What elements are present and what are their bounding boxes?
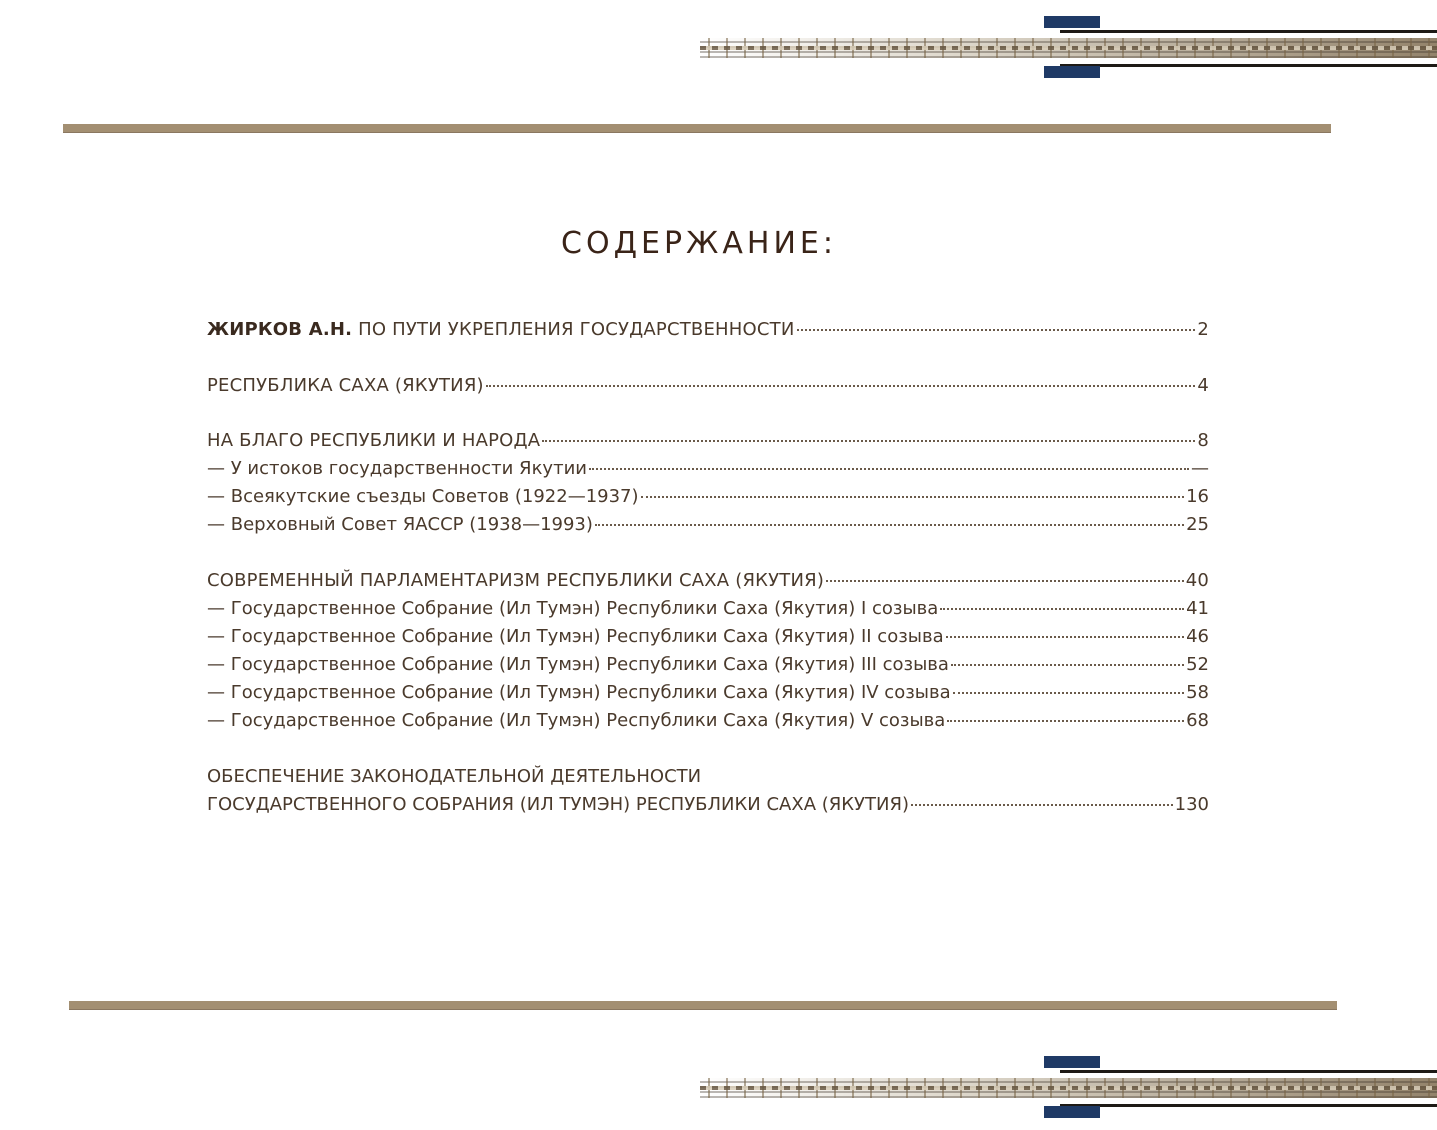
toc-entry-label-line1: ОБЕСПЕЧЕНИЕ ЗАКОНОДАТЕЛЬНОЙ ДЕЯТЕЛЬНОСТИ — [207, 766, 702, 787]
ornament-block — [1044, 16, 1100, 28]
toc-entry-label: — Государственное Собрание (Ил Тумэн) Республики Саха (Якутия) II созыва — [207, 626, 944, 647]
table-of-contents — [207, 316, 1209, 819]
toc-entry-label: СОВРЕМЕННЫЙ ПАРЛАМЕНТАРИЗМ РЕСПУБЛИКИ САХА (ЯКУТИЯ) — [207, 570, 825, 591]
toc-author: ЖИРКОВ А.Н. — [207, 319, 353, 340]
ornament-band — [700, 38, 1437, 58]
toc-page-number: 2 — [1197, 319, 1209, 340]
toc-entry-zhirkov[interactable] — [207, 316, 1209, 344]
toc-entry-label: — Государственное Собрание (Ил Тумэн) Республики Саха (Якутия) IV созыва — [207, 682, 951, 703]
toc-entry-blago[interactable] — [207, 427, 1209, 455]
toc-subentry[interactable] — [207, 511, 1209, 539]
toc-page-number: 8 — [1197, 430, 1209, 451]
toc-subentry[interactable] — [207, 623, 1209, 651]
toc-page-number: 41 — [1186, 598, 1209, 619]
spacer — [207, 735, 1209, 763]
toc-subentry[interactable] — [207, 679, 1209, 707]
spacer — [207, 539, 1209, 567]
top-ornament — [700, 14, 1437, 84]
toc-subentry[interactable] — [207, 483, 1209, 511]
ornament-line — [1060, 64, 1437, 67]
toc-entry-label: — Государственное Собрание (Ил Тумэн) Республики Саха (Якутия) III созыва — [207, 654, 949, 675]
toc-subentry[interactable] — [207, 455, 1209, 483]
toc-entry-label: — Всеякутские съезды Советов (1922—1937) — [207, 486, 639, 507]
toc-leader-dots — [595, 523, 1184, 526]
bottom-ornament — [700, 1054, 1437, 1124]
ornament-line — [1060, 1070, 1437, 1073]
toc-entry-parliament[interactable] — [207, 567, 1209, 595]
toc-page-number: 4 — [1197, 375, 1209, 396]
page-title: СОДЕРЖАНИЕ: — [561, 226, 837, 261]
bottom-rule — [69, 1001, 1337, 1009]
toc-entry-title: ПО ПУТИ УКРЕПЛЕНИЯ ГОСУДАРСТВЕННОСТИ — [358, 319, 795, 340]
toc-page-number: 130 — [1174, 794, 1209, 815]
toc-entry-label: НА БЛАГО РЕСПУБЛИКИ И НАРОДА — [207, 430, 541, 451]
toc-leader-dots — [953, 691, 1184, 694]
toc-entry-label: — У истоков государственности Якутии — [207, 458, 587, 479]
toc-leader-dots — [947, 719, 1184, 722]
toc-entry-label: — Государственное Собрание (Ил Тумэн) Республики Саха (Якутия) V созыва — [207, 710, 946, 731]
ornament-line — [1060, 1104, 1437, 1107]
toc-leader-dots — [826, 579, 1184, 582]
toc-page-number: 40 — [1185, 570, 1209, 591]
ornament-band — [700, 1078, 1437, 1098]
toc-leader-dots — [911, 803, 1173, 806]
toc-entry-label-line2: ГОСУДАРСТВЕННОГО СОБРАНИЯ (ИЛ ТУМЭН) РЕСПУБЛИКИ САХА (ЯКУТИЯ) — [207, 794, 909, 815]
spacer — [207, 400, 1209, 427]
toc-page-number: 46 — [1186, 626, 1209, 647]
spacer — [207, 344, 1209, 372]
toc-entry-label: — Государственное Собрание (Ил Тумэн) Республики Саха (Якутия) I созыва — [207, 598, 939, 619]
toc-page-number: — — [1191, 458, 1209, 479]
toc-entry-label — [207, 316, 795, 344]
toc-page-number: 68 — [1186, 710, 1209, 731]
toc-page-number: 16 — [1186, 486, 1209, 507]
toc-entry-label: РЕСПУБЛИКА САХА (ЯКУТИЯ) — [207, 375, 484, 396]
ornament-block — [1044, 1056, 1100, 1068]
toc-subentry[interactable] — [207, 595, 1209, 623]
toc-entry-republic[interactable] — [207, 372, 1209, 400]
toc-subentry[interactable] — [207, 651, 1209, 679]
toc-leader-dots — [940, 607, 1184, 610]
toc-entry-label: — Верховный Совет ЯАССР (1938—1993) — [207, 514, 593, 535]
toc-page-number: 52 — [1186, 654, 1209, 675]
toc-leader-dots — [797, 328, 1196, 331]
ornament-line — [1060, 30, 1437, 33]
toc-entry-support[interactable] — [207, 763, 1209, 819]
ornament-block — [1044, 1106, 1100, 1118]
toc-page-number: 58 — [1186, 682, 1209, 703]
toc-leader-dots — [641, 495, 1185, 498]
toc-leader-dots — [946, 635, 1184, 638]
toc-leader-dots — [486, 384, 1196, 387]
toc-page-number: 25 — [1186, 514, 1209, 535]
toc-leader-dots — [542, 439, 1195, 442]
toc-leader-dots — [589, 467, 1189, 470]
toc-subentry[interactable] — [207, 707, 1209, 735]
ornament-block — [1044, 66, 1100, 78]
toc-leader-dots — [951, 663, 1184, 666]
toc-entry-line2 — [207, 791, 1209, 819]
top-rule — [63, 124, 1331, 132]
